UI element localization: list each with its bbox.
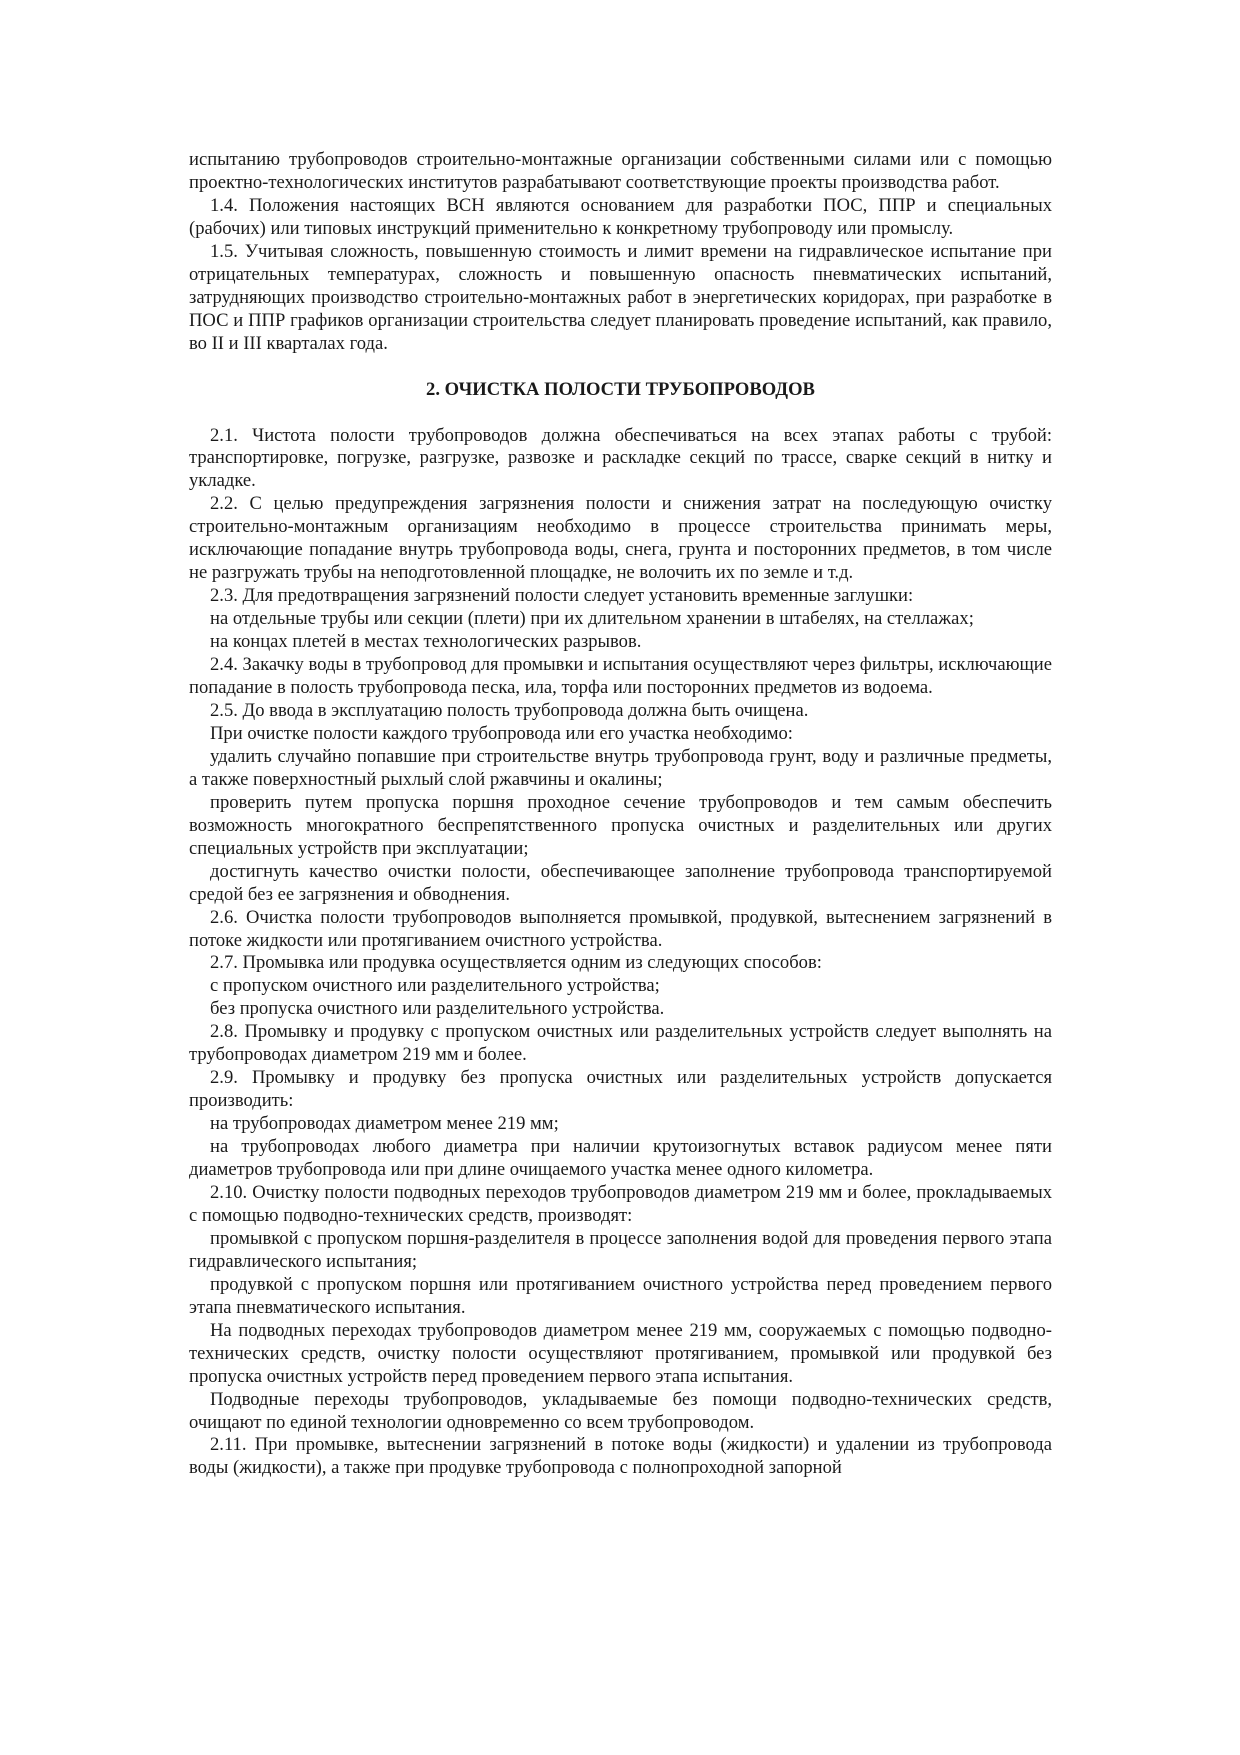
paragraph: 1.5. Учитывая сложность, повышенную стоимость и лимит времени на гидравлическое испытание при отрицательных температурах, сложность и повышенную опасность пневматических испытаний, затрудняющих производство строительно-монтажных работ в энергетических коридорах, при разработке в ПОС и ППР графиков организации строительства следует планировать проведение испытаний, как правило, во II и III кварталах года. (189, 240, 1052, 354)
paragraph: 1.4. Положения настоящих ВСН являются основанием для разработки ПОС, ППР и специальных (рабочих) или типовых инструкций применительно к конкретному трубопроводу или промыслу. (189, 194, 1052, 239)
paragraph: Подводные переходы трубопроводов, укладываемые без помощи подводно-технических средств, очищают по единой технологии одновременно со всем трубопроводом. (189, 1388, 1052, 1433)
paragraph: продувкой с пропуском поршня или протягиванием очистного устройства перед проведением первого этапа пневматического испытания. (189, 1273, 1052, 1318)
paragraph: на трубопроводах диаметром менее 219 мм; (210, 1113, 559, 1135)
paragraph: 2.5. До ввода в эксплуатацию полость трубопровода должна быть очищена. (210, 699, 809, 721)
paragraph: 2.8. Промывку и продувку с пропуском очистных или разделительных устройств следует выполнять на трубопроводах диаметром 219 мм и более. (189, 1021, 1052, 1066)
paragraph: 2.9. Промывку и продувку без пропуска очистных или разделительных устройств допускается производить: (189, 1067, 1052, 1112)
paragraph: испытанию трубопроводов строительно-монтажные организации собственными силами или с помощью проектно-технологических институтов разрабатывают соответствующие проекты производства работ. (189, 149, 1052, 193)
paragraph: На подводных переходах трубопроводов диаметром менее 219 мм, сооружаемых с помощью подводно-технических средств, очистку полости осуществляют протягиванием, промывкой или продувкой без пропуска очистных устройств перед проведением первого этапа испытания. (189, 1319, 1052, 1387)
paragraph: 2.6. Очистка полости трубопроводов выполняется промывкой, продувкой, вытеснением загрязнений в потоке жидкости или протягиванием очистного устройства. (189, 906, 1052, 951)
paragraph: достигнуть качество очистки полости, обеспечивающее заполнение трубопровода транспортируемой средой без ее загрязнения и обводнения. (189, 860, 1052, 905)
paragraph: на отдельные трубы или секции (плети) при их длительном хранении в штабелях, на стеллажах; (210, 608, 974, 630)
document-page (189, 149, 1052, 1480)
paragraph: 2.10. Очистку полости подводных переходов трубопроводов диаметром 219 мм и более, прокладываемых с помощью подводно-технических средств, производят: (189, 1181, 1052, 1226)
paragraph: 2.2. С целью предупреждения загрязнения полости и снижения затрат на последующую очистку строительно-монтажным организациям необходимо в процессе строительства принимать меры, исключающие попадание внутрь трубопровода воды, снега, грунта и посторонних предметов, в том числе не разгружать трубы на неподготовленной площадке, не волочить их по земле и т.д. (189, 493, 1052, 584)
paragraph: удалить случайно попавшие при строительстве внутрь трубопровода грунт, воду и различные предметы, а также поверхностный рыхлый слой ржавчины и окалины; (189, 745, 1052, 790)
paragraph: 2.11. При промывке, вытеснении загрязнений в потоке воды (жидкости) и удалении из трубопровода воды (жидкости), а также при продувке трубопровода с полнопроходной запорной (189, 1434, 1052, 1479)
paragraph: с пропуском очистного или разделительного устройства; (210, 975, 660, 997)
paragraph: 2.3. Для предотвращения загрязнений полости следует установить временные заглушки: (210, 585, 914, 607)
paragraph: промывкой с пропуском поршня-разделителя в процессе заполнения водой для проведения первого этапа гидравлического испытания; (189, 1227, 1052, 1272)
paragraph: без пропуска очистного или разделительного устройства. (210, 998, 665, 1020)
paragraph: 2.4. Закачку воды в трубопровод для промывки и испытания осуществляют через фильтры, исключающие попадание в полость трубопровода песка, ила, торфа или посторонних предметов из водоема. (189, 654, 1052, 699)
paragraph: 2.7. Промывка или продувка осуществляется одним из следующих способов: (210, 952, 822, 974)
paragraph: на трубопроводах любого диаметра при наличии крутоизогнутых вставок радиусом менее пяти диаметров трубопровода или при длине очищаемого участка менее одного километра. (189, 1136, 1052, 1181)
paragraph: При очистке полости каждого трубопровода или его участка необходимо: (210, 722, 793, 744)
section-title: 2. ОЧИСТКА ПОЛОСТИ ТРУБОПРОВОДОВ (426, 378, 815, 400)
paragraph: проверить путем пропуска поршня проходное сечение трубопроводов и тем самым обеспечить возможность многократного беспрепятственного пропуска очистных и разделительных или других специальных устройств при эксплуатации; (189, 791, 1052, 859)
paragraph: 2.1. Чистота полости трубопроводов должна обеспечиваться на всех этапах работы с трубой: транспортировке, погрузке, разгрузке, развозке и раскладке секций по трассе, сварке секций в нитку и укладке. (189, 424, 1052, 492)
paragraph: на концах плетей в местах технологических разрывов. (210, 631, 642, 653)
